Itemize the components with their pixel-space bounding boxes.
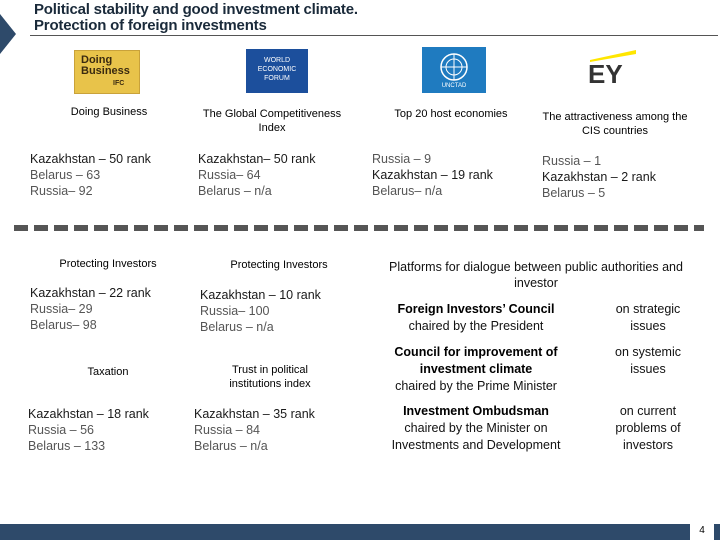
platform-row-3-body bbox=[376, 403, 576, 454]
bottom-col-3-line-1: Kazakhstan – 18 rank bbox=[28, 407, 149, 421]
bottom-col-2-line-2: Russia– 100 bbox=[200, 304, 270, 318]
platform-row-1-body bbox=[376, 301, 576, 335]
page-number: 4 bbox=[690, 522, 714, 540]
bottom-col-1-header: Protecting Investors bbox=[59, 258, 157, 270]
top-col-4-header: The attractiveness among the CIS countries bbox=[542, 111, 688, 137]
top-col-2-line-3: Belarus – n/a bbox=[198, 184, 272, 198]
platform-row-2-name: Council for improvement of investment climate bbox=[394, 345, 558, 376]
platforms-title: Platforms for dialogue between public authorities and investor bbox=[389, 260, 683, 290]
bottom-col-1 bbox=[30, 285, 151, 333]
platform-row-1-focus: on strategic issues bbox=[615, 302, 681, 333]
wef-logo-line2: ECONOMIC bbox=[257, 66, 297, 73]
bottom-col-1-line-3: Belarus– 98 bbox=[30, 318, 97, 332]
bottom-col-3-header: Taxation bbox=[87, 366, 129, 378]
top-col-4-line-2: Kazakhstan – 2 rank bbox=[542, 170, 656, 184]
top-col-3-line-1: Russia – 9 bbox=[372, 152, 432, 166]
title-line-1: Political stability and good investment climate. bbox=[34, 1, 358, 18]
doing-business-logo-line2: Business bbox=[81, 65, 130, 77]
top-col-1-line-1: Kazakhstan – 50 rank bbox=[30, 152, 151, 166]
top-col-4-line-3: Belarus – 5 bbox=[542, 186, 606, 200]
title-line-2: Protection of foreign investments bbox=[34, 17, 267, 34]
doing-business-logo-line1: Doing bbox=[81, 54, 113, 66]
bottom-col-2-line-3: Belarus – n/a bbox=[200, 320, 274, 334]
un-emblem-icon bbox=[422, 49, 486, 85]
bottom-col-3-line-2: Russia – 56 bbox=[28, 423, 95, 437]
top-col-1 bbox=[30, 151, 151, 199]
bottom-col-3 bbox=[28, 406, 149, 454]
platform-row-3-detail: chaired by the Minister on Investments and Development bbox=[391, 421, 561, 452]
doing-business-logo bbox=[74, 50, 140, 94]
top-col-2-line-2: Russia– 64 bbox=[198, 168, 261, 182]
top-col-1-line-3: Russia– 92 bbox=[30, 184, 93, 198]
bottom-col-3-line-3: Belarus – 133 bbox=[28, 439, 106, 453]
bottom-col-4-line-3: Belarus – n/a bbox=[194, 439, 268, 453]
bottom-col-4-line-2: Russia – 84 bbox=[194, 423, 261, 437]
unctad-logo bbox=[422, 47, 486, 93]
bottom-col-1-line-2: Russia– 29 bbox=[30, 302, 93, 316]
ey-logo bbox=[588, 48, 638, 92]
top-col-2-line-1: Kazakhstan– 50 rank bbox=[198, 152, 316, 166]
platform-row-1-name: Foreign Investors’ Council bbox=[397, 302, 555, 316]
wef-logo-line1: WORLD bbox=[263, 57, 291, 64]
unctad-logo-label: UNCTAD bbox=[441, 83, 467, 89]
top-col-1-header: Doing Business bbox=[70, 106, 148, 118]
ey-logo-label: EY bbox=[588, 59, 623, 89]
platform-row-2-body bbox=[376, 344, 576, 395]
platform-row-3-focus: on current problems of investors bbox=[615, 404, 681, 452]
top-col-3-header: Top 20 host economies bbox=[394, 108, 508, 120]
corner-arrow-decoration bbox=[0, 14, 16, 54]
platform-row-2-detail: chaired by the Prime Minister bbox=[395, 379, 557, 393]
wef-logo-line3: FORUM bbox=[264, 75, 290, 82]
ifc-text: IFC bbox=[113, 80, 125, 87]
page-title bbox=[34, 2, 358, 34]
bottom-col-4-line-1: Kazakhstan – 35 rank bbox=[194, 407, 315, 421]
top-col-1-line-2: Belarus – 63 bbox=[30, 168, 101, 182]
top-col-4-line-1: Russia – 1 bbox=[542, 154, 602, 168]
top-col-3-line-3: Belarus– n/a bbox=[372, 184, 443, 198]
bottom-col-4 bbox=[194, 406, 315, 454]
bottom-col-2-line-1: Kazakhstan – 10 rank bbox=[200, 288, 321, 302]
footer-bar bbox=[0, 524, 720, 540]
top-col-2 bbox=[198, 151, 315, 199]
top-col-2-header: The Global Competitiveness Index bbox=[202, 108, 342, 134]
bottom-col-4-header: Trust in political institutions index bbox=[229, 364, 311, 390]
platform-row-2-focus: on systemic issues bbox=[615, 345, 681, 376]
top-col-4 bbox=[542, 153, 656, 201]
bottom-col-1-line-1: Kazakhstan – 22 rank bbox=[30, 286, 151, 300]
platform-row-1-detail: chaired by the President bbox=[408, 319, 544, 333]
bottom-col-2-header: Protecting Investors bbox=[230, 259, 328, 271]
title-divider bbox=[30, 35, 718, 36]
bottom-col-2 bbox=[200, 287, 321, 335]
top-col-3-line-2: Kazakhstan – 19 rank bbox=[372, 168, 493, 182]
platform-row-3-name: Investment Ombudsman bbox=[403, 404, 549, 418]
wef-logo bbox=[246, 49, 308, 93]
dashed-divider bbox=[14, 225, 704, 231]
top-col-3 bbox=[372, 151, 493, 199]
